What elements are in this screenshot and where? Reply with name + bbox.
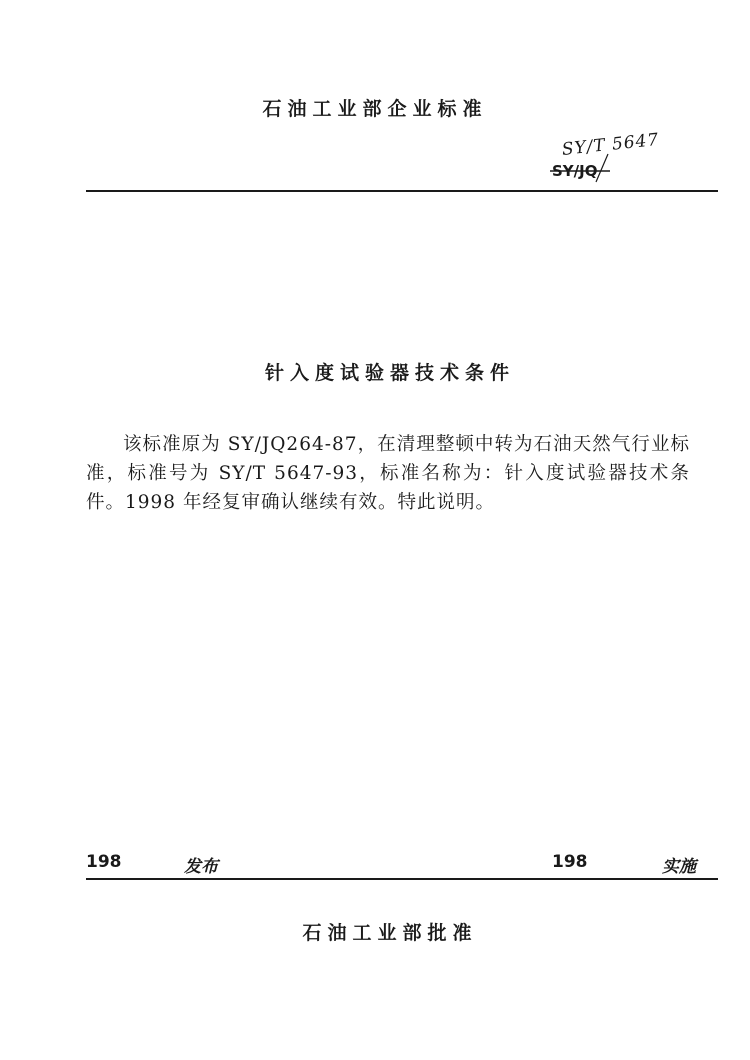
header-title: 石油工业部企业标准 <box>262 98 488 120</box>
struck-standard-code: SY/JQ <box>552 162 598 180</box>
implement-label: 实施 <box>662 857 696 877</box>
publish-year: 198 <box>86 852 122 872</box>
publish-label: 发布 <box>184 857 218 877</box>
approval-authority: 石油工业部批准 <box>302 922 478 944</box>
footer-divider <box>86 878 718 880</box>
body-paragraph: 该标准原为 SY/JQ264-87，在清理整顿中转为石油天然气行业标准，标准号为 SY/T 5647-93，标准名称为：针入度试验器技术条件。1998 年经复审确认继续有效。特此说明。 <box>86 434 690 513</box>
document-title: 针入度试验器技术条件 <box>264 362 515 384</box>
handwritten-standard-code: SY/T 5647 <box>560 129 661 160</box>
header-divider <box>86 190 718 192</box>
strikethrough-mark <box>548 150 618 184</box>
implement-year: 198 <box>552 852 588 872</box>
